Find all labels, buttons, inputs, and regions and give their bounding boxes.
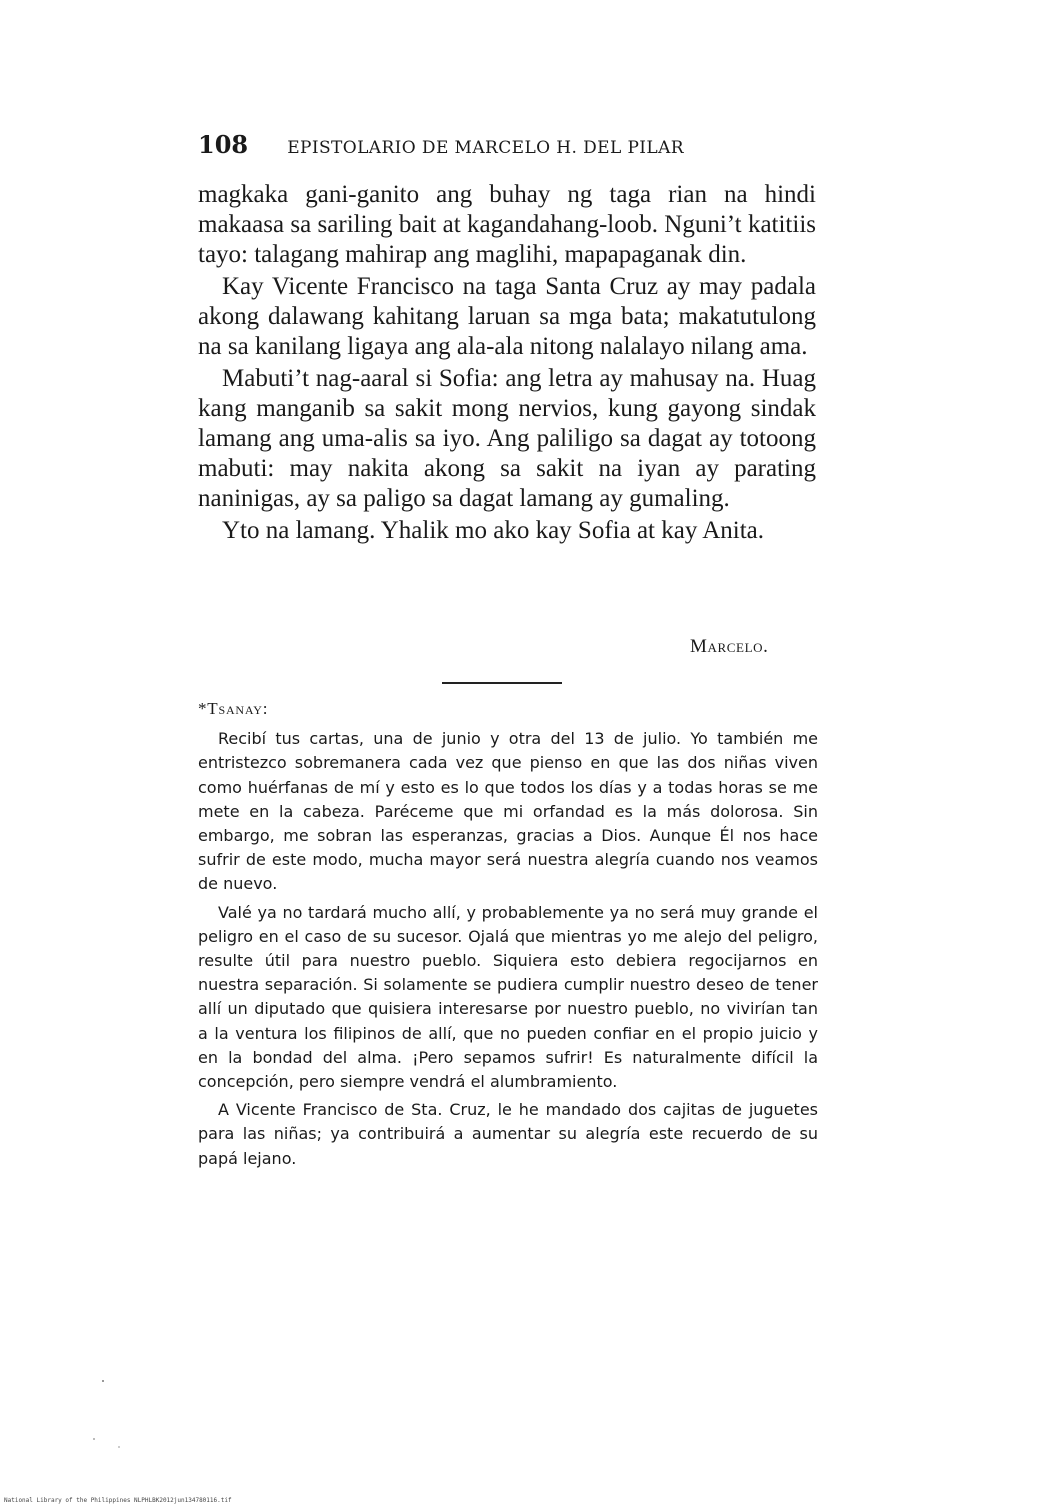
footnote-paragraph: Recibí tus cartas, una de junio y otra del 13 de julio. Yo también me entristezco sobremanera cada vez que pienso en que las dos niñas viven como huérfanas de mí y esto es lo que todos los días y a todas horas se me mete en la cabeza. Paréceme que mi orfandad es la más dolorosa. Sin embargo, me sobran las esperanzas, gracias a Dios. Aunque Él nos hace sufrir de este modo, mucha mayor será nuestra alegría cuando nos veamos de nuevo. bbox=[198, 729, 818, 894]
page-number: 108 bbox=[198, 130, 249, 159]
scan-speck bbox=[93, 1438, 95, 1440]
running-header bbox=[198, 130, 818, 166]
letter-body bbox=[198, 180, 816, 548]
running-title: EPISTOLARIO DE MARCELO H. DEL PILAR bbox=[287, 138, 684, 158]
scan-speck bbox=[102, 1380, 104, 1382]
letter-paragraph: Yto na lamang. Yhalik mo ako kay Sofia at kay Anita. bbox=[222, 517, 765, 544]
footnote-paragraph: Valé ya no tardará mucho allí, y probablemente ya no será muy grande el peligro en el caso de su sucesor. Ojalá que mientras yo me alejo del peligro, resulte útil para nuestro pueblo. Siquiera esto debiera regocijarnos en nuestra separación. Si solamente se pudiera cumplir nuestro deseo de tener allí un diputado que quisiera interesarse por nuestro pueblo, no vivirían tan a la ventura los filipinos de allí, que no pueden confiar en el propio juicio y en la bondad del alma. ¡Pero sepamos sufrir! Es naturalmente difícil la concepción, pero siempre vendrá el alumbramiento. bbox=[198, 902, 818, 1092]
section-divider bbox=[442, 682, 562, 684]
footnote-translation bbox=[198, 697, 818, 1175]
footnote-heading: *Tsanay: bbox=[198, 699, 269, 718]
scan-speck bbox=[118, 1446, 120, 1448]
letter-paragraph: Kay Vicente Francisco na taga Santa Cruz ay may padala akong dalawang kahitang laruan sa mga bata; makatutulong na sa kanilang ligaya ang ala-ala nitong nalalayo nilang ama. bbox=[198, 273, 816, 360]
letter-paragraph: magkaka gani-ganito ang buhay ng taga rian na hindi makaasa sa sariling bait at kagandahang-loob. Nguni’t katitiis tayo: talagang mahirap ang maglihi, mapapaganak din. bbox=[198, 181, 816, 268]
letter-paragraph: Mabuti’t nag-aaral si Sofia: ang letra ay mahusay na. Huag kang manganib sa sakit mong nervios, kung gayong sindak lamang ang uma-alis sa iyo. Ang paliligo sa dagat ay totoong mabuti: may nakita akong sa sakit na iyan ay parating naninigas, ay sa paligo sa dagat lamang ay gumaling. bbox=[198, 365, 816, 512]
signature: Marcelo. bbox=[690, 636, 769, 657]
footnote-paragraph: A Vicente Francisco de Sta. Cruz, le he mandado dos cajitas de juguetes para las niñas; ya contribuirá a aumentar su alegría este recuerdo de su papá lejano. bbox=[198, 1100, 818, 1168]
scan-footer-label: National Library of the Philippines NLPHLBK2012jun134780116.tif bbox=[4, 1497, 232, 1504]
